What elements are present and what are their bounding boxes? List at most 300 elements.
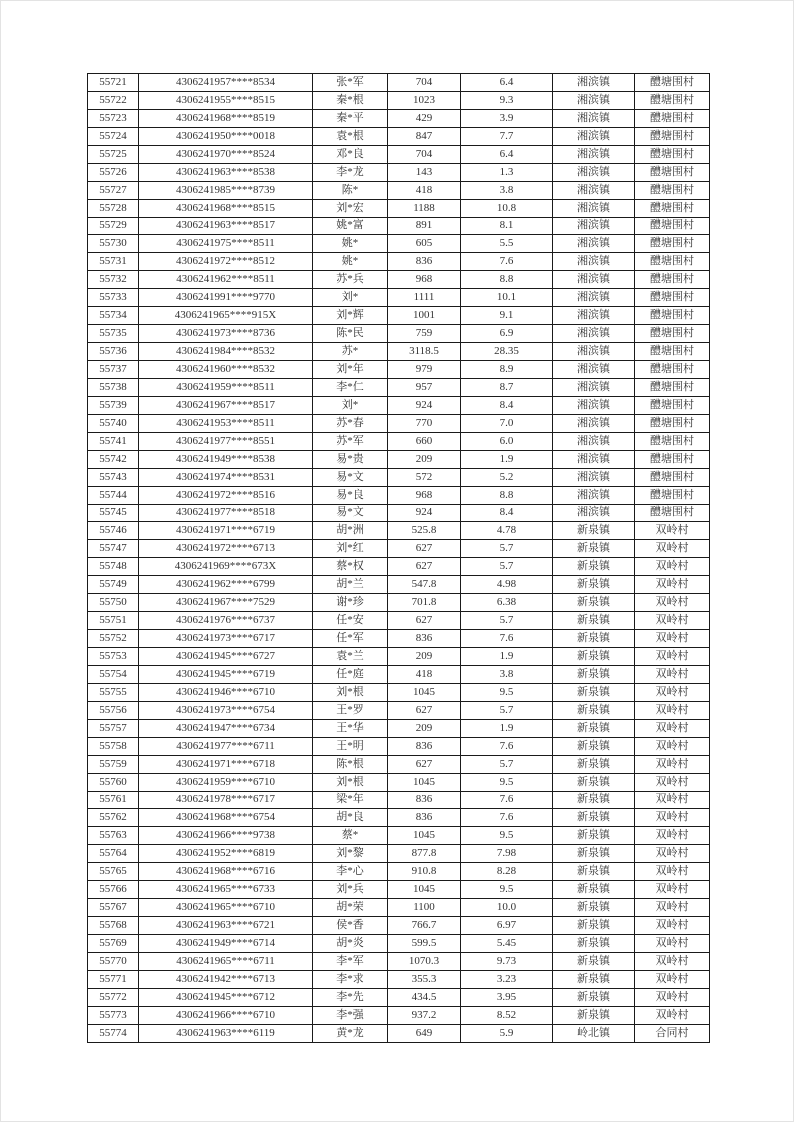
cell-serial: 55759: [88, 755, 139, 773]
cell-serial: 55766: [88, 881, 139, 899]
cell-town: 岭北镇: [553, 1024, 635, 1042]
cell-village: 醴塘围村: [635, 127, 710, 145]
cell-serial: 55733: [88, 289, 139, 307]
cell-name: 易*良: [313, 486, 388, 504]
cell-area: 1.9: [461, 719, 553, 737]
cell-serial: 55769: [88, 935, 139, 953]
table-row: [88, 594, 710, 612]
cell-serial: 55724: [88, 127, 139, 145]
cell-town: 新泉镇: [553, 665, 635, 683]
cell-id_number: 4306241953****8511: [139, 414, 313, 432]
cell-village: 双岭村: [635, 1006, 710, 1024]
cell-amount: 766.7: [388, 917, 461, 935]
cell-amount: 547.8: [388, 576, 461, 594]
cell-village: 双岭村: [635, 683, 710, 701]
cell-name: 陈*民: [313, 325, 388, 343]
cell-area: 6.9: [461, 325, 553, 343]
cell-village: 双岭村: [635, 648, 710, 666]
cell-village: 醴塘围村: [635, 468, 710, 486]
cell-serial: 55745: [88, 504, 139, 522]
cell-id_number: 4306241973****6754: [139, 701, 313, 719]
table-body: [88, 74, 710, 1043]
cell-amount: 627: [388, 558, 461, 576]
table-row: [88, 1024, 710, 1042]
cell-village: 双岭村: [635, 899, 710, 917]
cell-amount: 1045: [388, 683, 461, 701]
cell-town: 新泉镇: [553, 719, 635, 737]
cell-area: 5.5: [461, 235, 553, 253]
cell-village: 双岭村: [635, 630, 710, 648]
cell-id_number: 4306241971****6719: [139, 522, 313, 540]
cell-serial: 55747: [88, 540, 139, 558]
cell-village: 合同村: [635, 1024, 710, 1042]
cell-village: 双岭村: [635, 827, 710, 845]
cell-name: 蔡*权: [313, 558, 388, 576]
cell-name: 蔡*: [313, 827, 388, 845]
cell-name: 易*文: [313, 504, 388, 522]
cell-serial: 55721: [88, 74, 139, 92]
cell-village: 双岭村: [635, 612, 710, 630]
cell-serial: 55728: [88, 199, 139, 217]
cell-serial: 55744: [88, 486, 139, 504]
cell-area: 7.0: [461, 414, 553, 432]
table-row: [88, 145, 710, 163]
cell-town: 新泉镇: [553, 522, 635, 540]
cell-village: 醴塘围村: [635, 181, 710, 199]
cell-village: 双岭村: [635, 917, 710, 935]
cell-village: 双岭村: [635, 935, 710, 953]
cell-name: 姚*富: [313, 217, 388, 235]
table-row: [88, 1006, 710, 1024]
cell-amount: 877.8: [388, 845, 461, 863]
cell-town: 湘滨镇: [553, 181, 635, 199]
cell-serial: 55737: [88, 361, 139, 379]
cell-area: 8.7: [461, 378, 553, 396]
cell-town: 湘滨镇: [553, 145, 635, 163]
cell-name: 易*文: [313, 468, 388, 486]
cell-village: 醴塘围村: [635, 74, 710, 92]
cell-town: 湘滨镇: [553, 74, 635, 92]
cell-amount: 836: [388, 630, 461, 648]
cell-amount: 605: [388, 235, 461, 253]
cell-id_number: 4306241962****6799: [139, 576, 313, 594]
cell-village: 双岭村: [635, 540, 710, 558]
beneficiary-table: [87, 73, 710, 1043]
cell-area: 5.45: [461, 935, 553, 953]
cell-area: 7.6: [461, 630, 553, 648]
table-row: [88, 665, 710, 683]
cell-village: 双岭村: [635, 863, 710, 881]
cell-village: 醴塘围村: [635, 217, 710, 235]
cell-name: 李*强: [313, 1006, 388, 1024]
cell-id_number: 4306241966****6710: [139, 1006, 313, 1024]
cell-id_number: 4306241955****8515: [139, 91, 313, 109]
cell-id_number: 4306241974****8531: [139, 468, 313, 486]
cell-id_number: 4306241973****6717: [139, 630, 313, 648]
table-row: [88, 576, 710, 594]
cell-id_number: 4306241959****8511: [139, 378, 313, 396]
cell-name: 任*安: [313, 612, 388, 630]
cell-village: 双岭村: [635, 755, 710, 773]
cell-area: 8.28: [461, 863, 553, 881]
table-row: [88, 917, 710, 935]
cell-serial: 55739: [88, 396, 139, 414]
cell-village: 醴塘围村: [635, 450, 710, 468]
cell-town: 新泉镇: [553, 630, 635, 648]
cell-amount: 957: [388, 378, 461, 396]
cell-amount: 891: [388, 217, 461, 235]
cell-name: 李*心: [313, 863, 388, 881]
cell-amount: 660: [388, 432, 461, 450]
cell-amount: 770: [388, 414, 461, 432]
cell-town: 湘滨镇: [553, 253, 635, 271]
cell-name: 李*先: [313, 988, 388, 1006]
cell-area: 5.2: [461, 468, 553, 486]
cell-village: 醴塘围村: [635, 432, 710, 450]
cell-serial: 55748: [88, 558, 139, 576]
cell-name: 黄*龙: [313, 1024, 388, 1042]
cell-village: 醴塘围村: [635, 504, 710, 522]
cell-amount: 924: [388, 504, 461, 522]
cell-village: 双岭村: [635, 701, 710, 719]
cell-name: 李*求: [313, 970, 388, 988]
table-row: [88, 217, 710, 235]
cell-name: 李*军: [313, 952, 388, 970]
cell-name: 任*军: [313, 630, 388, 648]
cell-id_number: 4306241977****8518: [139, 504, 313, 522]
cell-village: 醴塘围村: [635, 414, 710, 432]
cell-town: 湘滨镇: [553, 235, 635, 253]
cell-amount: 1023: [388, 91, 461, 109]
cell-area: 10.8: [461, 199, 553, 217]
cell-id_number: 4306241968****6754: [139, 809, 313, 827]
cell-serial: 55735: [88, 325, 139, 343]
cell-serial: 55722: [88, 91, 139, 109]
cell-area: 8.52: [461, 1006, 553, 1024]
cell-amount: 572: [388, 468, 461, 486]
cell-area: 8.8: [461, 486, 553, 504]
cell-name: 袁*兰: [313, 648, 388, 666]
cell-village: 双岭村: [635, 970, 710, 988]
cell-name: 刘*红: [313, 540, 388, 558]
cell-village: 双岭村: [635, 881, 710, 899]
cell-area: 8.8: [461, 271, 553, 289]
cell-id_number: 4306241959****6710: [139, 773, 313, 791]
cell-village: 醴塘围村: [635, 343, 710, 361]
cell-name: 任*庭: [313, 665, 388, 683]
cell-village: 双岭村: [635, 719, 710, 737]
cell-amount: 418: [388, 181, 461, 199]
cell-area: 7.6: [461, 737, 553, 755]
cell-village: 醴塘围村: [635, 325, 710, 343]
table-row: [88, 325, 710, 343]
table-row: [88, 899, 710, 917]
cell-town: 新泉镇: [553, 683, 635, 701]
table-row: [88, 181, 710, 199]
cell-name: 刘*根: [313, 683, 388, 701]
cell-area: 7.6: [461, 809, 553, 827]
cell-amount: 3118.5: [388, 343, 461, 361]
cell-serial: 55763: [88, 827, 139, 845]
table-row: [88, 396, 710, 414]
cell-town: 新泉镇: [553, 558, 635, 576]
cell-town: 新泉镇: [553, 899, 635, 917]
cell-town: 新泉镇: [553, 1006, 635, 1024]
cell-name: 胡*良: [313, 809, 388, 827]
cell-area: 8.1: [461, 217, 553, 235]
cell-id_number: 4306241960****8532: [139, 361, 313, 379]
cell-serial: 55750: [88, 594, 139, 612]
cell-serial: 55772: [88, 988, 139, 1006]
cell-amount: 627: [388, 540, 461, 558]
cell-village: 双岭村: [635, 791, 710, 809]
table-row: [88, 809, 710, 827]
cell-area: 1.3: [461, 163, 553, 181]
table-row: [88, 881, 710, 899]
table-row: [88, 522, 710, 540]
cell-village: 醴塘围村: [635, 486, 710, 504]
cell-amount: 1070.3: [388, 952, 461, 970]
cell-serial: 55756: [88, 701, 139, 719]
cell-area: 9.5: [461, 827, 553, 845]
cell-town: 湘滨镇: [553, 343, 635, 361]
cell-amount: 968: [388, 271, 461, 289]
cell-village: 醴塘围村: [635, 91, 710, 109]
cell-amount: 1045: [388, 773, 461, 791]
cell-village: 醴塘围村: [635, 361, 710, 379]
cell-name: 李*龙: [313, 163, 388, 181]
cell-id_number: 4306241968****6716: [139, 863, 313, 881]
table-row: [88, 648, 710, 666]
table-row: [88, 952, 710, 970]
cell-town: 湘滨镇: [553, 378, 635, 396]
cell-amount: 910.8: [388, 863, 461, 881]
cell-amount: 979: [388, 361, 461, 379]
cell-name: 刘*: [313, 289, 388, 307]
cell-serial: 55767: [88, 899, 139, 917]
cell-id_number: 4306241946****6710: [139, 683, 313, 701]
cell-id_number: 4306241971****6718: [139, 755, 313, 773]
cell-town: 湘滨镇: [553, 486, 635, 504]
cell-village: 双岭村: [635, 773, 710, 791]
cell-id_number: 4306241963****8538: [139, 163, 313, 181]
cell-amount: 599.5: [388, 935, 461, 953]
cell-area: 6.4: [461, 74, 553, 92]
cell-area: 8.4: [461, 396, 553, 414]
cell-amount: 1045: [388, 827, 461, 845]
cell-id_number: 4306241970****8524: [139, 145, 313, 163]
cell-name: 张*军: [313, 74, 388, 92]
cell-town: 新泉镇: [553, 576, 635, 594]
cell-serial: 55751: [88, 612, 139, 630]
cell-amount: 209: [388, 719, 461, 737]
cell-amount: 1045: [388, 881, 461, 899]
cell-serial: 55727: [88, 181, 139, 199]
cell-amount: 434.5: [388, 988, 461, 1006]
cell-id_number: 4306241949****8538: [139, 450, 313, 468]
cell-id_number: 4306241968****8519: [139, 109, 313, 127]
cell-area: 9.3: [461, 91, 553, 109]
cell-area: 7.6: [461, 791, 553, 809]
cell-village: 双岭村: [635, 952, 710, 970]
cell-serial: 55740: [88, 414, 139, 432]
cell-serial: 55768: [88, 917, 139, 935]
cell-name: 苏*: [313, 343, 388, 361]
cell-village: 双岭村: [635, 845, 710, 863]
cell-id_number: 4306241972****8512: [139, 253, 313, 271]
cell-amount: 627: [388, 755, 461, 773]
cell-town: 新泉镇: [553, 935, 635, 953]
cell-town: 新泉镇: [553, 701, 635, 719]
cell-name: 李*仁: [313, 378, 388, 396]
cell-village: 双岭村: [635, 988, 710, 1006]
table-row: [88, 486, 710, 504]
table-row: [88, 504, 710, 522]
cell-town: 新泉镇: [553, 773, 635, 791]
cell-name: 陈*: [313, 181, 388, 199]
cell-name: 胡*兰: [313, 576, 388, 594]
cell-amount: 1111: [388, 289, 461, 307]
cell-id_number: 4306241965****6711: [139, 952, 313, 970]
cell-amount: 209: [388, 648, 461, 666]
cell-id_number: 4306241967****7529: [139, 594, 313, 612]
cell-serial: 55753: [88, 648, 139, 666]
cell-amount: 836: [388, 809, 461, 827]
cell-name: 易*贵: [313, 450, 388, 468]
cell-id_number: 4306241965****915X: [139, 307, 313, 325]
cell-amount: 627: [388, 701, 461, 719]
cell-village: 双岭村: [635, 809, 710, 827]
cell-name: 胡*荣: [313, 899, 388, 917]
cell-town: 湘滨镇: [553, 450, 635, 468]
cell-amount: 649: [388, 1024, 461, 1042]
cell-town: 新泉镇: [553, 540, 635, 558]
cell-town: 新泉镇: [553, 863, 635, 881]
cell-area: 7.7: [461, 127, 553, 145]
cell-serial: 55774: [88, 1024, 139, 1042]
cell-area: 4.78: [461, 522, 553, 540]
cell-id_number: 4306241985****8739: [139, 181, 313, 199]
cell-serial: 55734: [88, 307, 139, 325]
cell-area: 9.5: [461, 881, 553, 899]
cell-amount: 209: [388, 450, 461, 468]
cell-id_number: 4306241966****9738: [139, 827, 313, 845]
cell-area: 10.0: [461, 899, 553, 917]
cell-id_number: 4306241967****8517: [139, 396, 313, 414]
cell-village: 醴塘围村: [635, 253, 710, 271]
cell-id_number: 4306241962****8511: [139, 271, 313, 289]
table-row: [88, 414, 710, 432]
cell-area: 9.1: [461, 307, 553, 325]
table-row: [88, 612, 710, 630]
cell-area: 5.9: [461, 1024, 553, 1042]
cell-id_number: 4306241991****9770: [139, 289, 313, 307]
cell-name: 刘*: [313, 396, 388, 414]
cell-area: 9.73: [461, 952, 553, 970]
cell-area: 1.9: [461, 648, 553, 666]
cell-town: 新泉镇: [553, 809, 635, 827]
table-row: [88, 827, 710, 845]
cell-name: 刘*宏: [313, 199, 388, 217]
cell-area: 6.38: [461, 594, 553, 612]
cell-area: 28.35: [461, 343, 553, 361]
table-row: [88, 558, 710, 576]
cell-id_number: 4306241973****8736: [139, 325, 313, 343]
cell-amount: 418: [388, 665, 461, 683]
cell-name: 胡*炎: [313, 935, 388, 953]
cell-name: 苏*兵: [313, 271, 388, 289]
cell-id_number: 4306241977****6711: [139, 737, 313, 755]
cell-area: 8.9: [461, 361, 553, 379]
cell-serial: 55732: [88, 271, 139, 289]
cell-area: 8.4: [461, 504, 553, 522]
cell-town: 湘滨镇: [553, 307, 635, 325]
cell-town: 湘滨镇: [553, 325, 635, 343]
cell-town: 新泉镇: [553, 791, 635, 809]
cell-name: 侯*香: [313, 917, 388, 935]
cell-village: 醴塘围村: [635, 235, 710, 253]
cell-amount: 847: [388, 127, 461, 145]
cell-town: 湘滨镇: [553, 361, 635, 379]
cell-area: 3.8: [461, 665, 553, 683]
cell-amount: 836: [388, 253, 461, 271]
cell-village: 醴塘围村: [635, 199, 710, 217]
table-row: [88, 253, 710, 271]
table-row: [88, 432, 710, 450]
table-row: [88, 737, 710, 755]
cell-area: 6.0: [461, 432, 553, 450]
cell-village: 醴塘围村: [635, 271, 710, 289]
cell-area: 9.5: [461, 773, 553, 791]
cell-serial: 55741: [88, 432, 139, 450]
cell-town: 湘滨镇: [553, 504, 635, 522]
cell-amount: 836: [388, 737, 461, 755]
cell-amount: 1001: [388, 307, 461, 325]
table-row: [88, 361, 710, 379]
cell-town: 新泉镇: [553, 970, 635, 988]
cell-amount: 924: [388, 396, 461, 414]
cell-town: 湘滨镇: [553, 396, 635, 414]
cell-serial: 55761: [88, 791, 139, 809]
table-row: [88, 307, 710, 325]
table-row: [88, 863, 710, 881]
cell-serial: 55723: [88, 109, 139, 127]
cell-amount: 704: [388, 145, 461, 163]
cell-serial: 55752: [88, 630, 139, 648]
cell-amount: 1188: [388, 199, 461, 217]
cell-town: 新泉镇: [553, 648, 635, 666]
cell-town: 新泉镇: [553, 612, 635, 630]
cell-area: 6.97: [461, 917, 553, 935]
cell-amount: 525.8: [388, 522, 461, 540]
cell-village: 双岭村: [635, 665, 710, 683]
cell-name: 谢*珍: [313, 594, 388, 612]
cell-amount: 1100: [388, 899, 461, 917]
cell-serial: 55746: [88, 522, 139, 540]
table-row: [88, 701, 710, 719]
cell-village: 醴塘围村: [635, 145, 710, 163]
cell-town: 湘滨镇: [553, 289, 635, 307]
cell-serial: 55765: [88, 863, 139, 881]
cell-area: 4.98: [461, 576, 553, 594]
cell-town: 新泉镇: [553, 827, 635, 845]
cell-name: 梁*年: [313, 791, 388, 809]
cell-area: 6.4: [461, 145, 553, 163]
cell-town: 湘滨镇: [553, 199, 635, 217]
cell-area: 5.7: [461, 540, 553, 558]
cell-serial: 55731: [88, 253, 139, 271]
cell-serial: 55773: [88, 1006, 139, 1024]
